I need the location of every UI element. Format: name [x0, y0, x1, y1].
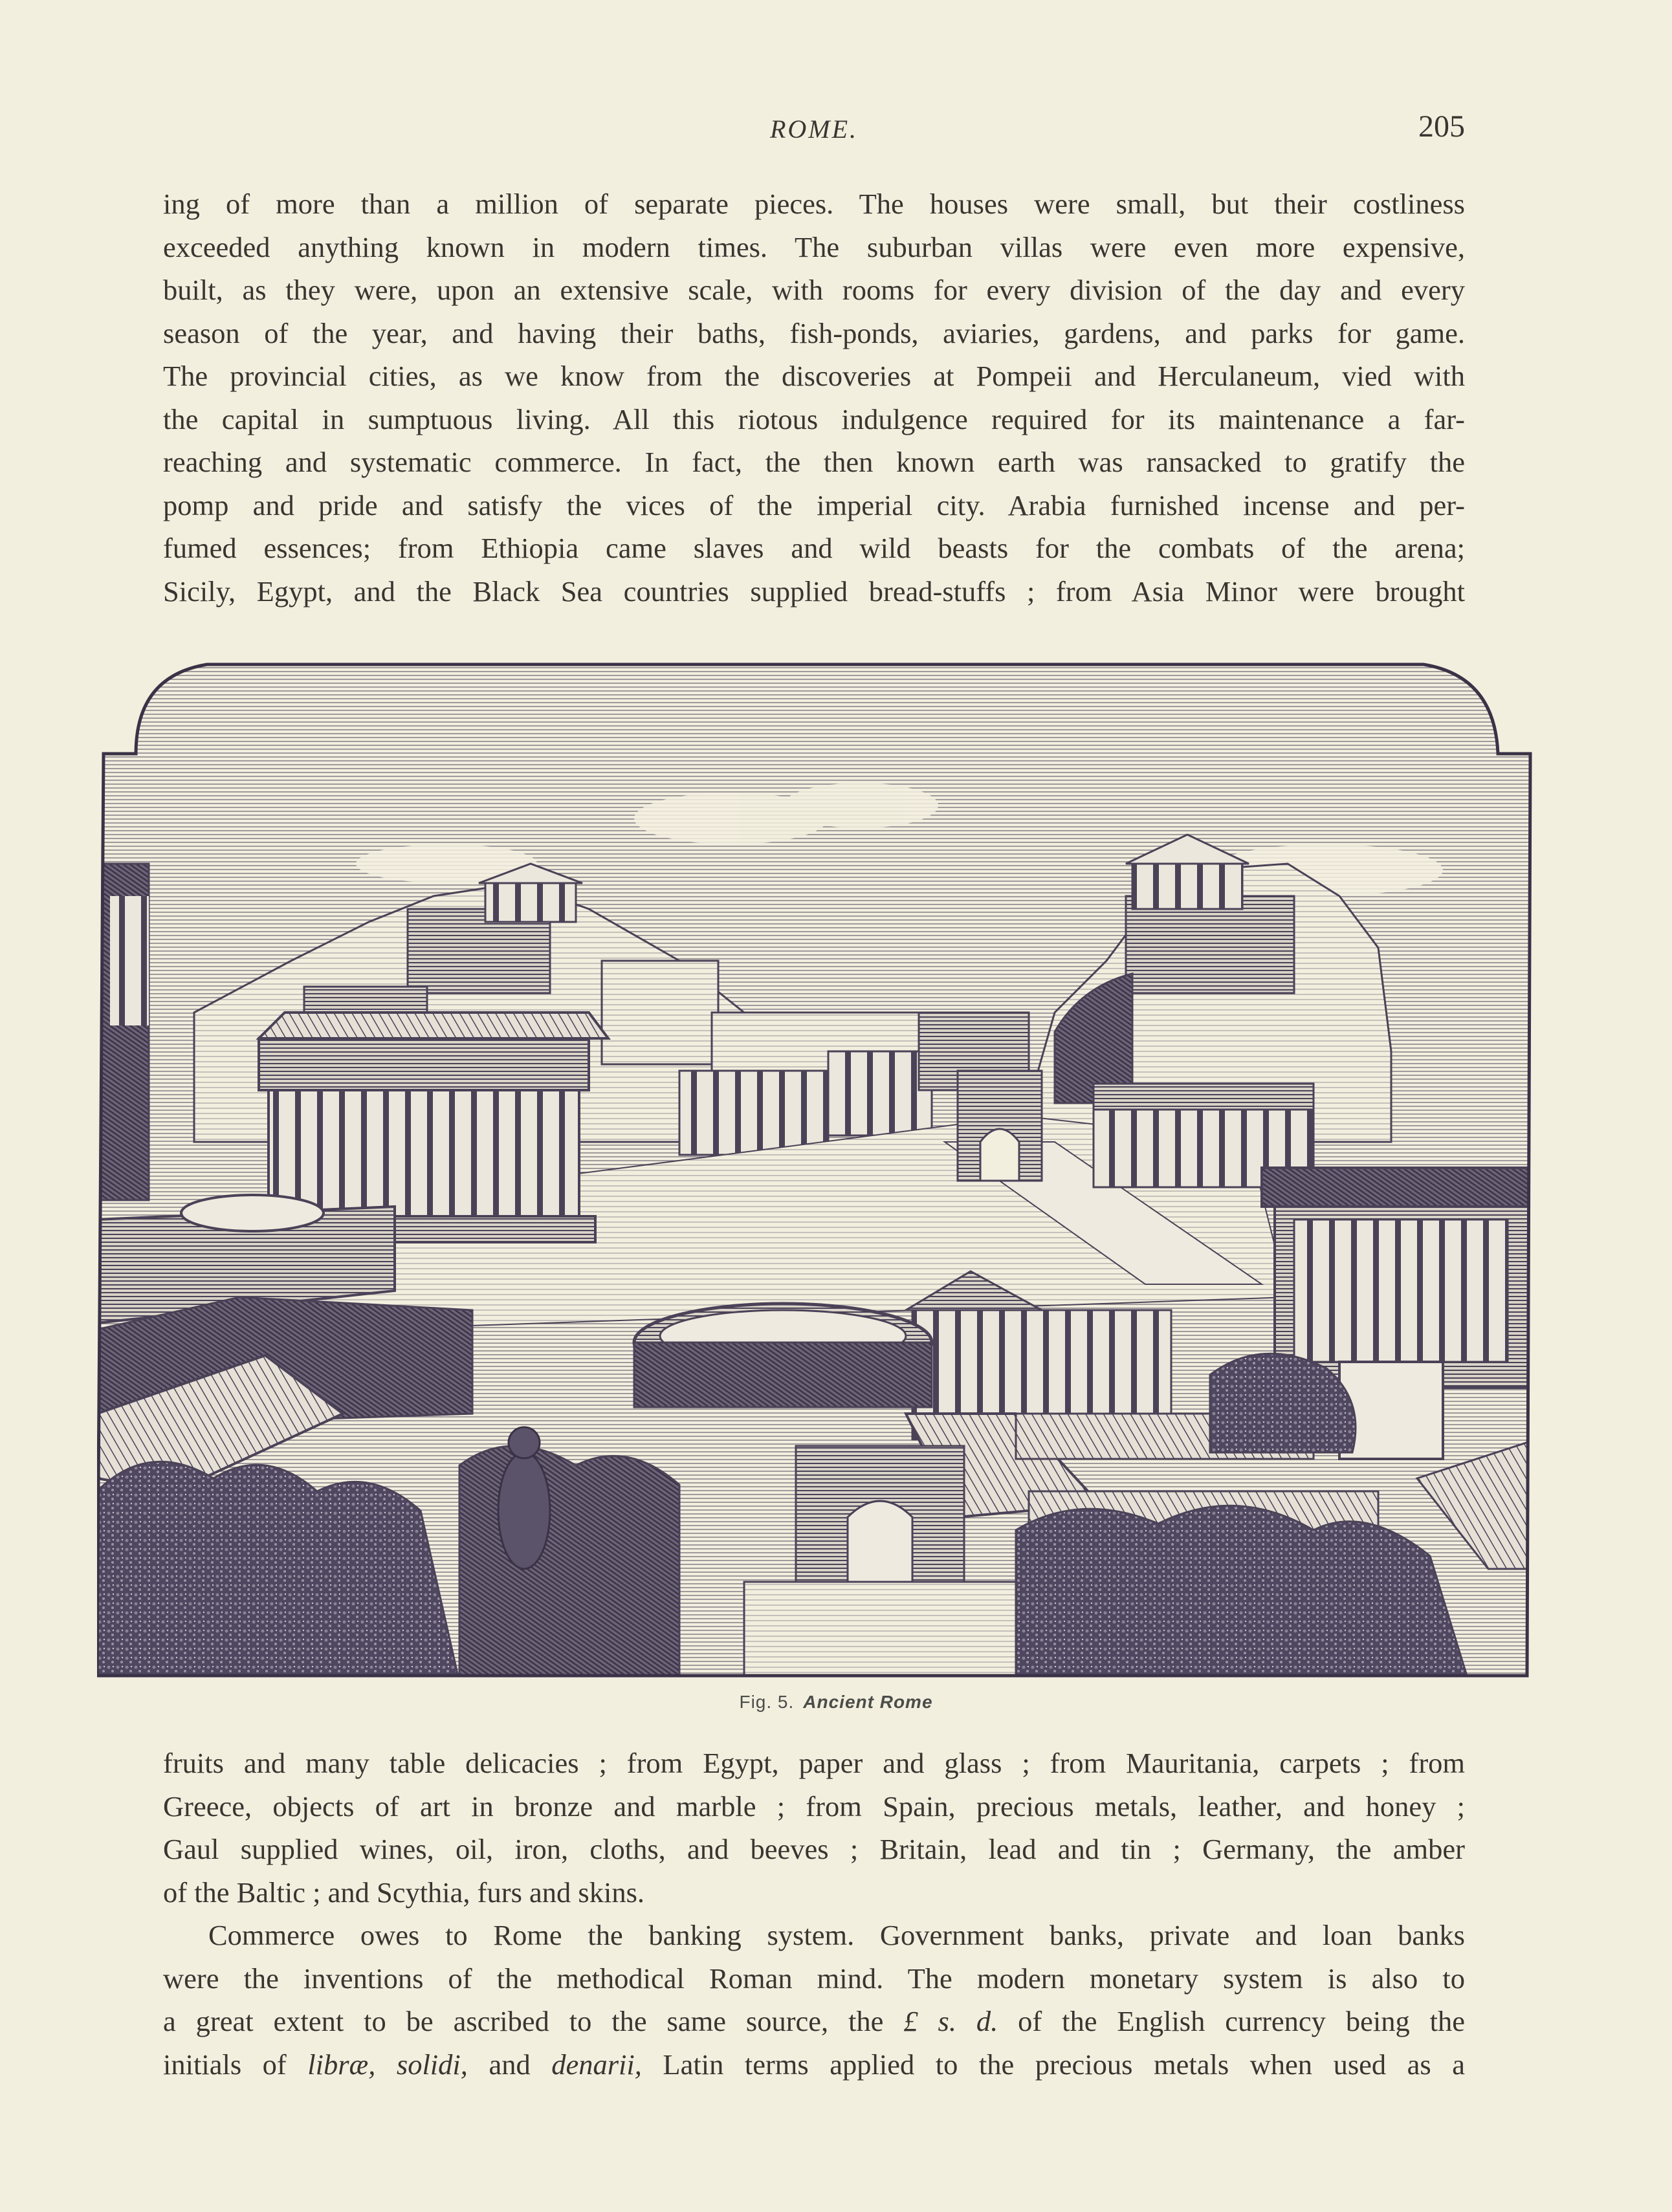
text-line	[163, 2043, 1465, 2086]
text-line: were the inventions of the methodical Roman mind. The modern monetary system is also to	[163, 1962, 1465, 1995]
text-line: Gaul supplied wines, oil, iron, cloths, and beeves ; Britain, lead and tin ; Germany, the amber	[163, 1833, 1465, 1865]
text-span: a great extent to be ascribed to the same source, the	[163, 2005, 904, 2037]
text-line: exceeded anything known in modern times. The suburban villas were even more expensive,	[163, 230, 1465, 263]
text-line: pomp and pride and satisfy the vices of the imperial city. Arabia furnished incense and per-	[163, 488, 1465, 521]
text-line: Greece, objects of art in bronze and marble ; from Spain, precious metals, leather, and honey ;	[163, 1790, 1465, 1823]
engraving-ancient-rome	[97, 650, 1536, 1682]
text-line: The provincial cities, as we know from the discoveries at Pompeii and Herculaneum, vied with	[163, 360, 1465, 392]
text-span: Latin terms applied to the precious metals when used as a	[641, 2048, 1465, 2081]
currency-abbreviation: £ s. d.	[903, 2005, 998, 2037]
running-title: ROME.	[769, 115, 859, 144]
text-span: initials of	[163, 2048, 308, 2081]
text-line: the capital in sumptuous living. All this riotous indulgence required for its maintenance a far-	[163, 402, 1465, 435]
text-line: fruits and many table delicacies ; from Egypt, paper and glass ; from Mauritania, carpets ; from	[163, 1747, 1465, 1779]
text-line: of the Baltic ; and Scythia, furs and skins.	[163, 1876, 645, 1909]
figure-caption	[0, 1692, 1672, 1713]
latin-term: solidi,	[396, 2048, 468, 2081]
text-line	[163, 2000, 1465, 2043]
text-line: ing of more than a million of separate pieces. The houses were small, but their costliness	[163, 188, 1465, 220]
page-number: 205	[1418, 109, 1465, 144]
figure-title: Ancient Rome	[803, 1692, 933, 1712]
paragraph-bottom	[163, 1742, 1465, 2086]
text-line: Commerce owes to Rome the banking system. Government banks, private and loan banks	[208, 1919, 1465, 1951]
text-line: season of the year, and having their baths, fish-ponds, aviaries, gardens, and parks for game.	[163, 316, 1465, 349]
running-head	[163, 109, 1465, 154]
engraving-illustration	[97, 650, 1536, 1682]
text-span: of the English currency being the	[998, 2005, 1465, 2037]
latin-term: denarii,	[551, 2048, 642, 2081]
text-span: and	[467, 2048, 552, 2081]
text-line: Sicily, Egypt, and the Black Sea countries supplied bread-stuffs ; from Asia Minor were brought	[163, 575, 1465, 608]
text-line: reaching and systematic commerce. In fact, the then known earth was ransacked to gratify the	[163, 446, 1465, 478]
figure-label: Fig. 5.	[739, 1692, 795, 1712]
text-span	[375, 2048, 397, 2081]
text-line: built, as they were, upon an extensive scale, with rooms for every division of the day and every	[163, 274, 1465, 306]
latin-term: libræ,	[307, 2048, 376, 2081]
text-line: fumed essences; from Ethiopia came slaves and wild beasts for the combats of the arena;	[163, 532, 1465, 564]
paragraph-top	[163, 182, 1465, 613]
